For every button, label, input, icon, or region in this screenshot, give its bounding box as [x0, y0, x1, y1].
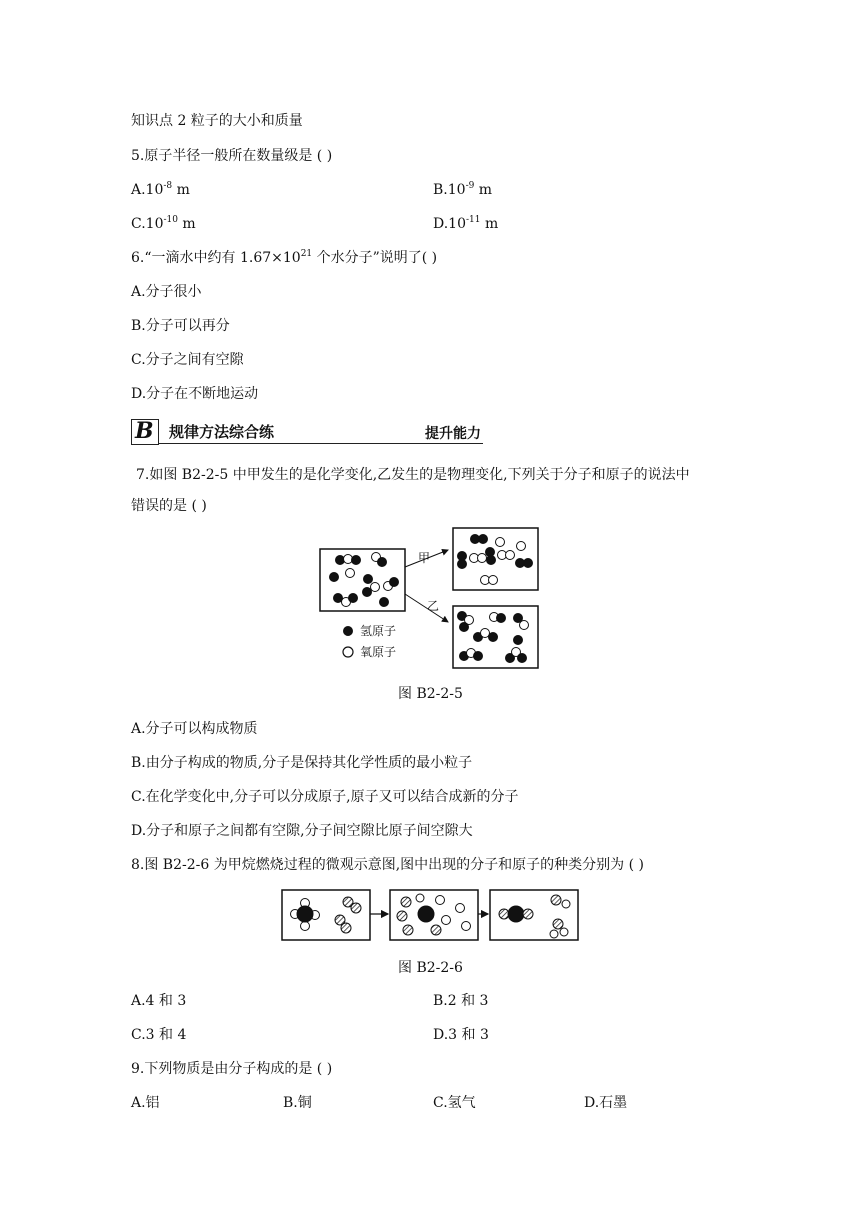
q5-option-c: $C.10^{-10}$ m	[131, 215, 196, 232]
banner-right-label: 提升能力	[425, 426, 481, 442]
legend-hydrogen-label: 氢原子	[360, 624, 397, 638]
banner-badge: B	[131, 419, 159, 445]
q6-stem: 6.“一滴水中约有 $1.67\times 10^{21}$ 个水分子”说明了( )	[131, 249, 438, 266]
figure-b2-2-6	[280, 886, 584, 946]
q7-option-b: B.由分子构成的物质,分子是保持其化学性质的最小粒子	[131, 755, 473, 771]
q6-option-c: C.分子之间有空隙	[131, 352, 244, 368]
q6-option-d: D.分子在不断地运动	[131, 386, 259, 402]
label-jia: 甲	[418, 551, 431, 565]
q9-option-b: B.铜	[283, 1095, 312, 1111]
label-yi: 乙	[427, 599, 440, 613]
q9-stem: 9.下列物质是由分子构成的是 ( )	[131, 1061, 333, 1077]
figure-caption-b2-2-6: 图 B2-2-6	[398, 960, 463, 976]
section-title: 知识点 2 粒子的大小和质量	[131, 113, 303, 129]
q5-option-a: $A.10^{-8}$ m	[131, 181, 190, 198]
legend-oxygen-label: 氧原子	[360, 645, 397, 659]
q8-option-d: D.3 和 3	[433, 1027, 489, 1043]
section-banner	[131, 418, 483, 446]
q9-option-d: D.石墨	[584, 1095, 628, 1111]
q8-option-c: C.3 和 4	[131, 1027, 187, 1043]
q5-option-d: $D.10^{-11}$ m	[433, 215, 499, 232]
q9-option-c: C.氢气	[433, 1095, 476, 1111]
banner-title: 规律方法综合练	[169, 423, 275, 441]
legend-oxygen-icon	[343, 647, 353, 657]
banner-rule	[131, 443, 483, 444]
q8-option-b: B.2 和 3	[433, 993, 489, 1009]
q6-option-a: A.分子很小	[131, 284, 202, 300]
q9-option-a: A.铝	[131, 1095, 160, 1111]
legend-hydrogen-icon	[344, 627, 353, 636]
q5-option-b: $B.10^{-9}$ m	[433, 181, 493, 198]
q7-stem-line1: 7.如图 B2-2-5 中甲发生的是化学变化,乙发生的是物理变化,下列关于分子和原子的说法中	[136, 467, 690, 483]
q8-stem: 8.图 B2-2-6 为甲烷燃烧过程的微观示意图,图中出现的分子和原子的种类分别为 ( )	[131, 857, 645, 873]
q8-option-a: A.4 和 3	[131, 993, 187, 1009]
figure-caption-b2-2-5: 图 B2-2-5	[398, 686, 463, 702]
q7-option-c: C.在化学变化中,分子可以分成原子,原子又可以结合成新的分子	[131, 789, 519, 805]
q6-option-b: B.分子可以再分	[131, 318, 230, 334]
q5-stem: 5.原子半径一般所在数量级是 ( )	[131, 148, 333, 164]
q7-stem-line2: 错误的是 ( )	[131, 498, 207, 514]
q7-option-a: A.分子可以构成物质	[131, 721, 258, 737]
q7-option-d: D.分子和原子之间都有空隙,分子间空隙比原子间空隙大	[131, 823, 473, 839]
